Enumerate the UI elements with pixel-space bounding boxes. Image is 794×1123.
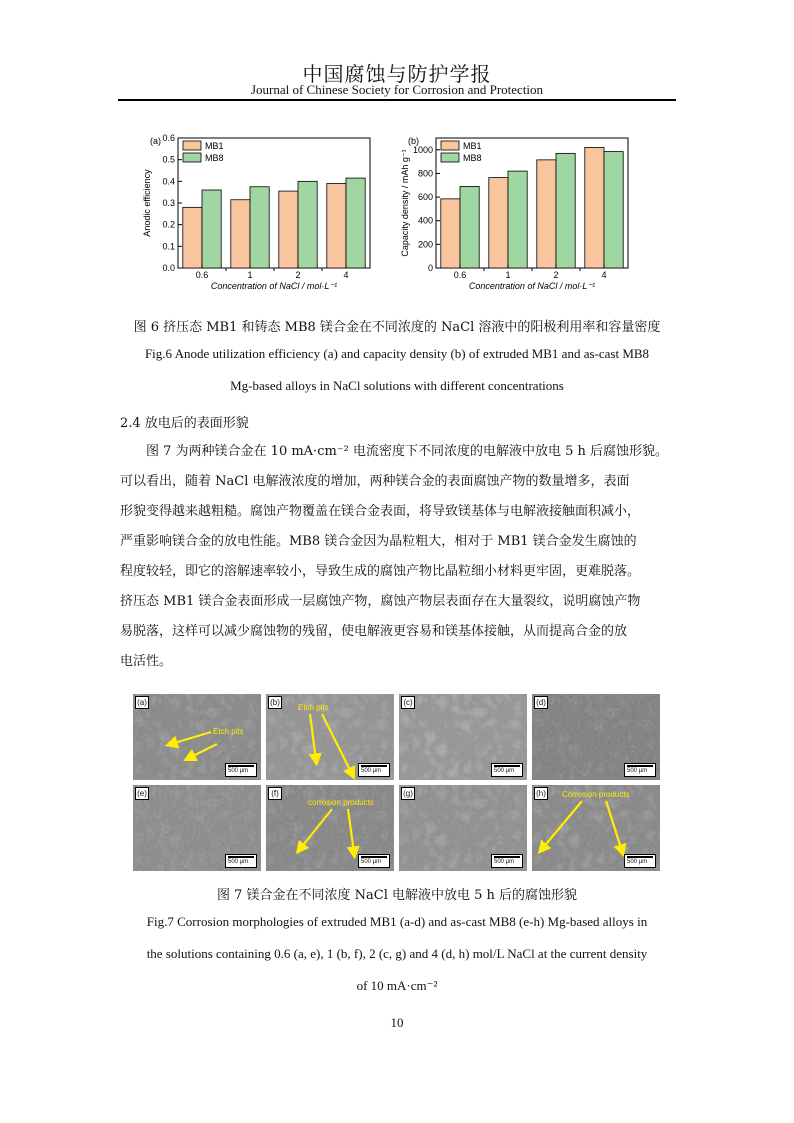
x-tick-label: 2 — [295, 270, 301, 280]
micrograph-c — [399, 694, 527, 780]
bar-mb8-4 — [604, 152, 623, 268]
micrograph-label: (f) — [268, 787, 282, 800]
bar-mb8-0.6 — [460, 186, 479, 268]
y-axis-label: Anodic efficiency — [142, 169, 152, 237]
y-tick-label: 800 — [417, 168, 433, 179]
chart-capacity-density — [398, 128, 648, 296]
y-tick-label: 0.0 — [162, 263, 175, 273]
scale-bar: 500 μm — [358, 763, 390, 777]
paragraph-line: 可以看出，随着 NaCl 电解液浓度的增加，两种镁合金的表面腐蚀产物的数量增多，表面 — [120, 474, 630, 489]
bar-mb1-1 — [231, 200, 250, 268]
micrograph-label: (h) — [534, 787, 548, 800]
bar-mb1-0.6 — [183, 207, 202, 268]
bar-mb1-2 — [537, 160, 556, 268]
annotation-corrosion-products: corrosion products — [308, 798, 374, 807]
page-number: 10 — [390, 1015, 404, 1030]
x-axis-label: Concentration of NaCl / mol·L⁻¹ — [210, 281, 338, 291]
paragraph-line: 形貌变得越来越粗糙。腐蚀产物覆盖在镁合金表面，将导致镁基体与电解液接触面积减小， — [120, 504, 641, 519]
fig7-caption-en-3: of 10 mA·cm⁻² — [356, 978, 438, 993]
micrograph-label: (e) — [135, 787, 149, 800]
annotation-etch-pits: Etch pits — [298, 703, 329, 712]
scale-bar: 500 μm — [491, 854, 523, 868]
paragraph-line: 程度较轻，即它的溶解速率较小，导致生成的腐蚀产物比晶粒细小材料更牢固，更难脱落。 — [120, 564, 641, 579]
micrograph-label: (a) — [135, 696, 149, 709]
legend-swatch-mb1 — [183, 141, 201, 150]
legend-swatch-mb8 — [441, 153, 459, 162]
y-tick-label: 0.4 — [162, 176, 175, 187]
bar-mb8-1 — [508, 171, 527, 268]
bar-mb1-4 — [585, 147, 604, 268]
body-paragraph — [120, 437, 676, 677]
bar-mb1-1 — [489, 178, 508, 268]
annotation-corrosion-products: Corrosion products — [562, 790, 630, 799]
bar-mb8-4 — [346, 178, 365, 268]
journal-title-cn: 中国腐蚀与防护学报 — [302, 62, 492, 86]
panel-label: (a) — [150, 136, 161, 146]
fig7-caption-en-2: the solutions containing 0.6 (a, e), 1 (b, f), 2 (c, g) and 4 (d, h) mol/L NaCl at the current density — [146, 946, 648, 961]
fig6-caption-cn: 图 6 挤压态 MB1 和铸态 MB8 镁合金在不同浓度的 NaCl 溶液中的阳极利用率和容量密度 — [133, 320, 661, 335]
scale-bar: 500 μm — [225, 763, 257, 777]
x-tick-label: 0.6 — [453, 270, 467, 280]
x-tick-label: 4 — [601, 270, 607, 280]
x-tick-label: 0.6 — [195, 270, 209, 280]
bar-mb8-2 — [556, 153, 575, 268]
fig7-caption-cn: 图 7 镁合金在不同浓度 NaCl 电解液中放电 5 h 后的腐蚀形貌 — [216, 888, 578, 903]
y-tick-label: 0.2 — [162, 219, 175, 230]
micrograph-label: (d) — [534, 696, 548, 709]
bar-mb1-2 — [279, 191, 298, 268]
y-tick-label: 400 — [417, 215, 433, 226]
micrograph-label: (g) — [401, 787, 415, 800]
paragraph-line: 易脱落，这样可以减少腐蚀物的残留，使电解液更容易和镁基体接触，从而提高合金的放 — [120, 624, 628, 639]
paragraph-line: 挤压态 MB1 镁合金表面形成一层腐蚀产物，腐蚀产物层表面存在大量裂纹，说明腐蚀产物 — [120, 594, 641, 609]
chart-anodic-efficiency — [140, 128, 390, 296]
scale-bar: 500 μm — [491, 763, 523, 777]
micrograph-label: (c) — [401, 696, 415, 709]
paragraph-line: 图 7 为两种镁合金在 10 mA·cm⁻² 电流密度下不同浓度的电解液中放电 5 h 后腐蚀形貌。 — [120, 444, 669, 459]
micrograph-b — [266, 694, 394, 780]
paragraph-line: 电活性。 — [120, 654, 173, 669]
y-tick-label: 1000 — [412, 144, 433, 155]
x-tick-label: 1 — [247, 270, 253, 280]
micrograph-h — [532, 785, 660, 871]
fig6-caption-en-2: Mg-based alloys in NaCl solutions with different concentrations — [230, 378, 564, 393]
legend-label-mb1: MB1 — [205, 141, 224, 151]
y-tick-label: 0.5 — [162, 154, 175, 165]
paragraph-line: 严重影响镁合金的放电性能。MB8 镁合金因为晶粒粗大，相对于 MB1 镁合金发生腐蚀的 — [120, 534, 637, 549]
legend-swatch-mb8 — [183, 153, 201, 162]
legend-label-mb8: MB8 — [463, 153, 482, 163]
y-tick-label: 200 — [417, 239, 433, 250]
micrograph-e — [133, 785, 261, 871]
scale-bar: 500 μm — [624, 854, 656, 868]
y-tick-label: 0.1 — [162, 241, 175, 252]
legend-label-mb8: MB8 — [205, 153, 224, 163]
bar-mb1-4 — [327, 184, 346, 269]
bar-mb8-1 — [250, 187, 269, 268]
journal-title-en: Journal of Chinese Society for Corrosion and Protection — [250, 82, 544, 97]
x-axis-label: Concentration of NaCl / mol·L⁻¹ — [468, 281, 596, 291]
section-heading: 2.4 放电后的表面形貌 — [120, 416, 249, 431]
fig6-caption-en-1: Fig.6 Anode utilization efficiency (a) and capacity density (b) of extruded MB1 and as-cast MB8 — [144, 346, 650, 361]
annotation-etch-pits: Etch pits — [213, 727, 244, 736]
scale-bar: 500 μm — [225, 854, 257, 868]
panel-label: (b) — [408, 136, 419, 146]
micrograph-label: (b) — [268, 696, 282, 709]
scale-bar: 500 μm — [624, 763, 656, 777]
bar-mb8-2 — [298, 181, 317, 268]
micrograph-d — [532, 694, 660, 780]
scale-bar: 500 μm — [358, 854, 390, 868]
micrograph-g — [399, 785, 527, 871]
y-tick-label: 0 — [427, 263, 433, 273]
legend-swatch-mb1 — [441, 141, 459, 150]
header-rule — [118, 99, 676, 101]
sem-micrograph-grid — [133, 694, 661, 871]
micrograph-f — [266, 785, 394, 871]
micrograph-a — [133, 694, 261, 780]
x-tick-label: 4 — [343, 270, 349, 280]
x-tick-label: 1 — [505, 270, 511, 280]
y-axis-label: Capacity density / mAh g⁻¹ — [400, 149, 410, 257]
y-tick-label: 0.6 — [162, 133, 175, 143]
fig7-caption-en-1: Fig.7 Corrosion morphologies of extruded MB1 (a-d) and as-cast MB8 (e-h) Mg-based alloys in — [146, 914, 648, 929]
bar-mb1-0.6 — [441, 199, 460, 268]
y-tick-label: 600 — [417, 192, 433, 203]
bar-mb8-0.6 — [202, 190, 221, 268]
y-tick-label: 0.3 — [162, 198, 175, 208]
legend-label-mb1: MB1 — [463, 141, 482, 151]
x-tick-label: 2 — [553, 270, 559, 280]
